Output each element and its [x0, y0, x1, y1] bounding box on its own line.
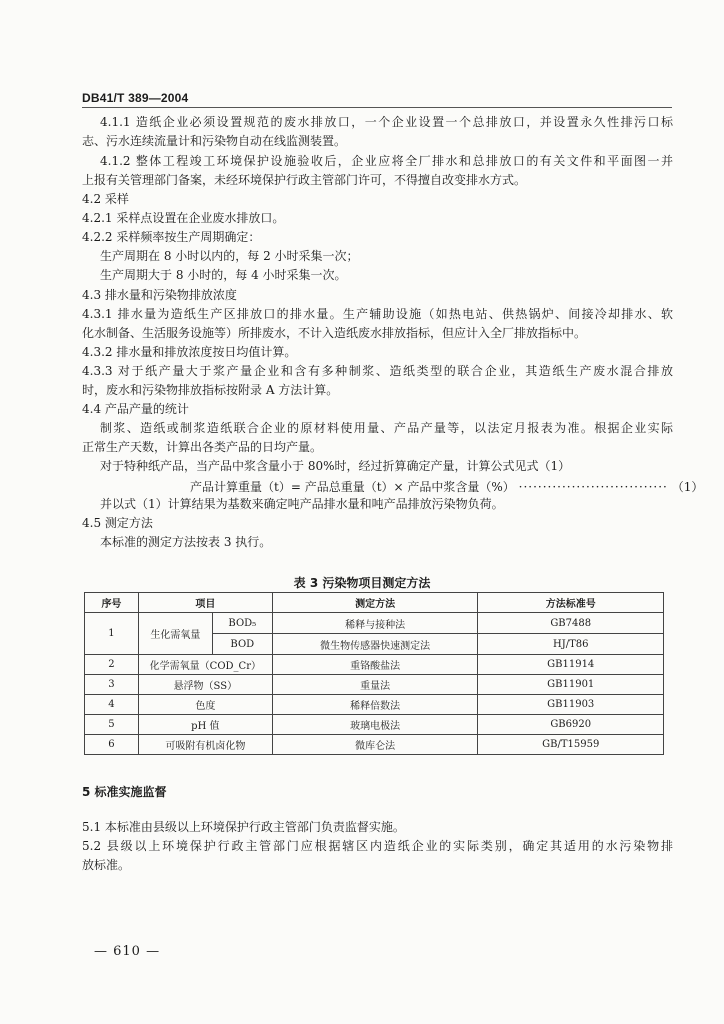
row-no: 6: [85, 735, 139, 755]
row-method: 玻璃电极法: [272, 715, 478, 735]
row-method: 微库仑法: [272, 735, 478, 755]
table-row: [85, 675, 664, 695]
clause-5-2-cont: 放标准。: [82, 858, 131, 872]
row-standard: GB11914: [478, 655, 664, 675]
clause-4-2-1: 4.2.1 采样点设置在企业废水排放口。: [82, 211, 285, 225]
row-standard: GB11901: [478, 675, 664, 695]
formula-number: （1）: [671, 480, 704, 494]
header-no: 序号: [85, 593, 139, 613]
header-rule: [82, 107, 672, 108]
formula-text: 产品计算重量（t）= 产品总重量（t）× 产品中浆含量（%）: [190, 480, 515, 494]
document-code: DB41/T 389—2004: [82, 91, 189, 105]
row-subitem: BOD: [212, 634, 272, 655]
row-standard: GB/T15959: [478, 735, 664, 755]
clause-4-3-3: 4.3.3 对于纸产量大于浆产量企业和含有多种制浆、造纸类型的联合企业，其造纸生产废水混合排放: [82, 364, 673, 378]
table-row: [85, 735, 664, 755]
sampling-rule-2: 生产周期大于 8 小时的，每 4 小时采集一次。: [100, 268, 347, 282]
row-method: 微生物传感器快速测定法: [272, 634, 478, 655]
row-subitem: BOD₅: [212, 613, 272, 634]
section-4-5-title: 4.5 测定方法: [82, 516, 153, 530]
row-standard: GB11903: [478, 695, 664, 715]
table-row: [85, 715, 664, 735]
table-row: [85, 613, 664, 634]
row-no: 4: [85, 695, 139, 715]
row-item: pH 值: [138, 715, 272, 735]
table-row: [85, 655, 664, 675]
clause-4-1-2: 4.1.2 整体工程竣工环境保护设施验收后，企业应将全厂排水和总排放口的有关文件和平面图一并: [100, 154, 673, 168]
table-3: [84, 592, 664, 755]
row-item-group: 生化需氧量: [138, 613, 212, 655]
formula-leader-dots: ·······························: [518, 480, 668, 494]
row-standard: HJ/T86: [478, 634, 664, 655]
row-item: 可吸附有机卤化物: [138, 735, 272, 755]
clause-5-2: 5.2 县级以上环境保护行政主管部门应根据辖区内造纸企业的实际类别，确定其适用的水污染物排: [82, 839, 673, 853]
clause-4-4-para-3: 并以式（1）计算结果为基数来确定吨产品排水量和吨产品排放污染物负荷。: [100, 497, 504, 511]
row-item: 悬浮物（SS）: [138, 675, 272, 695]
clause-4-3-1: 4.3.1 排水量为造纸生产区排放口的排水量。生产辅助设施（如热电站、供热锅炉、间接冷却排水、软: [82, 307, 673, 321]
header-item: 项目: [138, 593, 272, 613]
clause-4-1-1-cont: 志、污水连续流量计和污染物自动在线监测装置。: [82, 134, 347, 148]
row-item: 色度: [138, 695, 272, 715]
clause-4-1-1: 4.1.1 造纸企业必须设置规范的废水排放口，一个企业设置一个总排放口，并设置永久性排污口标: [100, 115, 673, 129]
page-number: — 610 —: [94, 944, 161, 959]
row-method: 重量法: [272, 675, 478, 695]
section-4-3-title: 4.3 排水量和污染物排放浓度: [82, 288, 237, 302]
header-method: 测定方法: [272, 593, 478, 613]
section-5-title: 5 标准实施监督: [82, 785, 167, 799]
header-standard: 方法标准号: [478, 593, 664, 613]
table-header-row: [85, 593, 664, 613]
row-no: 1: [85, 613, 139, 655]
clause-4-4-para-2: 对于特种纸产品，当产品中浆含量小于 80%时，经过折算确定产量，计算公式见式（1）: [100, 459, 571, 473]
clause-4-4-para-1: 制浆、造纸或制浆造纸联合企业的原材料使用量、产品产量等，以法定月报表为准。根据企业实际: [100, 421, 673, 435]
section-4-4-title: 4.4 产品产量的统计: [82, 402, 189, 416]
row-method: 稀释与接种法: [272, 613, 478, 634]
row-no: 3: [85, 675, 139, 695]
clause-4-2-2: 4.2.2 采样频率按生产周期确定：: [82, 230, 261, 244]
row-item: 化学需氧量（COD_Cr）: [138, 655, 272, 675]
clause-4-5-text: 本标准的测定方法按表 3 执行。: [100, 535, 272, 549]
clause-4-3-2: 4.3.2 排水量和排放浓度按日均值计算。: [82, 345, 297, 359]
clause-5-1: 5.1 本标准由县级以上环境保护行政主管部门负责监督实施。: [82, 820, 405, 834]
clause-4-4-para-1-cont: 正常生产天数，计算出各类产品的日均产量。: [82, 440, 323, 454]
row-standard: GB7488: [478, 613, 664, 634]
row-method: 稀释倍数法: [272, 695, 478, 715]
formula-1: [190, 478, 704, 495]
clause-4-1-2-cont: 上报有关管理部门备案，未经环境保护行政主管部门许可，不得擅自改变排水方式。: [82, 173, 527, 187]
clause-4-3-3-cont: 时，废水和污染物排放指标按附录 A 方法计算。: [82, 383, 339, 397]
table-row: [85, 695, 664, 715]
clause-4-3-1-cont: 化水制备、生活服务设施等）所排废水，不计入造纸废水排放指标，但应计入全厂排放指标中。: [82, 326, 587, 340]
row-no: 5: [85, 715, 139, 735]
sampling-rule-1: 生产周期在 8 小时以内的，每 2 小时采集一次；: [100, 249, 359, 263]
row-standard: GB6920: [478, 715, 664, 735]
table-3-caption: 表 3 污染物项目测定方法: [293, 576, 431, 590]
section-4-2-title: 4.2 采样: [82, 192, 129, 206]
row-no: 2: [85, 655, 139, 675]
row-method: 重铬酸盐法: [272, 655, 478, 675]
